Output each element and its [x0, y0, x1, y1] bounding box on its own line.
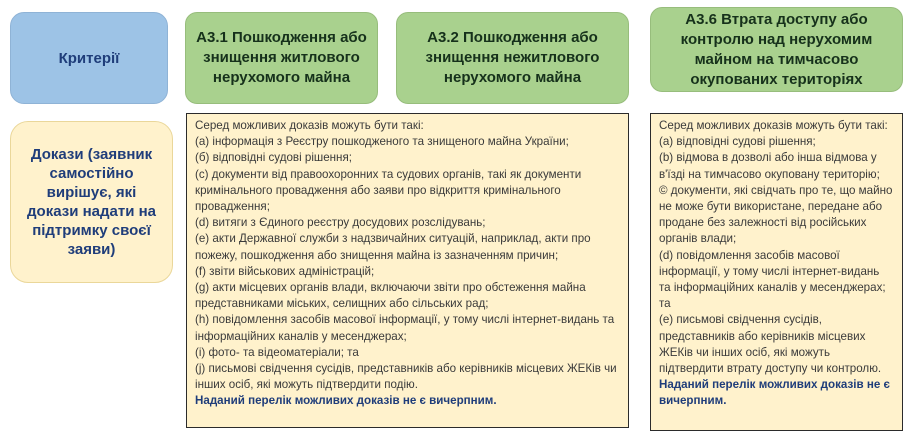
evidence-panel-column1	[186, 113, 629, 428]
criteria-label: Критерії	[58, 49, 120, 67]
panel1-item: (a) інформація з Реєстру пошкодженого та знищеного майна України;	[195, 135, 569, 149]
evidence-panel-column3	[650, 113, 903, 431]
panel1-item: (d) витяги з Єдиного реєстру досудових розслідувань;	[195, 216, 486, 230]
column2-header	[396, 12, 629, 104]
evidence-label-box	[10, 121, 173, 283]
evidence-label: Докази (заявник самостійно вирішує, які докази надати на підтримку своєї заяви)	[27, 146, 156, 258]
panel2-item: (b) відмова в дозволі або інша відмова у в'їзді на тимчасово окуповану територію;	[659, 151, 880, 181]
panel2-intro: Серед можливих доказів можуть бути такі:	[659, 119, 888, 132]
panel2-item: (d) повідомлення засобів масової інформації, у тому числі інтернет-видань та інформаційних каналів у месенджерах; та	[659, 248, 886, 311]
panel1-item: (h) повідомлення засобів масової інформації, у тому числі інтернет-видань та інформаційних каналів у месенджерах;	[195, 313, 615, 343]
panel1-item: (j) письмові свідчення сусідів, представників або керівників місцевих ЖЕКів чи інших осіб, які можуть підтвердити подію.	[195, 362, 617, 392]
column1-header	[185, 12, 378, 104]
panel1-item: (e) акти Державної служби з надзвичайних ситуацій, наприклад, акти про пожежу, пошкодження або знищення майна із зазначенням причин;	[195, 232, 591, 262]
column3-title: А3.6 Втрата доступу або контролю над нерухомим майном на тимчасово окупованих територіях	[680, 10, 873, 88]
panel1-item: (c) документи від правоохоронних та судових органів, такі як документи кримінального провадження або заяви про відкриття кримінального провадження;	[195, 167, 582, 214]
column3-header	[650, 7, 903, 92]
criteria-header	[10, 12, 168, 104]
panel2-note: Наданий перелік можливих доказів не є вичерпним.	[659, 378, 890, 408]
panel2-item: (a) відповідні судові рішення;	[659, 135, 816, 149]
column1-title: А3.1 Пошкодження або знищення житлового нерухомого майна	[196, 29, 367, 86]
panel1-item: (f) звіти військових адміністрацій;	[195, 264, 375, 278]
panel2-item: (e) письмові свідчення сусідів, представників або керівників місцевих ЖЕКів чи інших осіб, які можуть підтвердити втрату доступу чи контролю.	[659, 313, 882, 376]
panel1-item: (g) акти місцевих органів влади, включаючи звіти про обстеження майна представниками міських, селищних або сільських рад;	[195, 281, 586, 311]
panel1-note: Наданий перелік можливих доказів не є вичерпним.	[195, 394, 497, 408]
column2-title: А3.2 Пошкодження або знищення нежитлового нерухомого майна	[425, 29, 600, 86]
panel1-intro: Серед можливих доказів можуть бути такі:	[195, 119, 424, 132]
panel1-item: (i) фото- та відеоматеріали; та	[195, 345, 359, 359]
panel1-item: (б) відповідні судові рішення;	[195, 151, 352, 165]
panel2-item: © документи, які свідчать про те, що майно не може бути використане, передане або продане без залежності від російських органів влади;	[659, 183, 893, 246]
